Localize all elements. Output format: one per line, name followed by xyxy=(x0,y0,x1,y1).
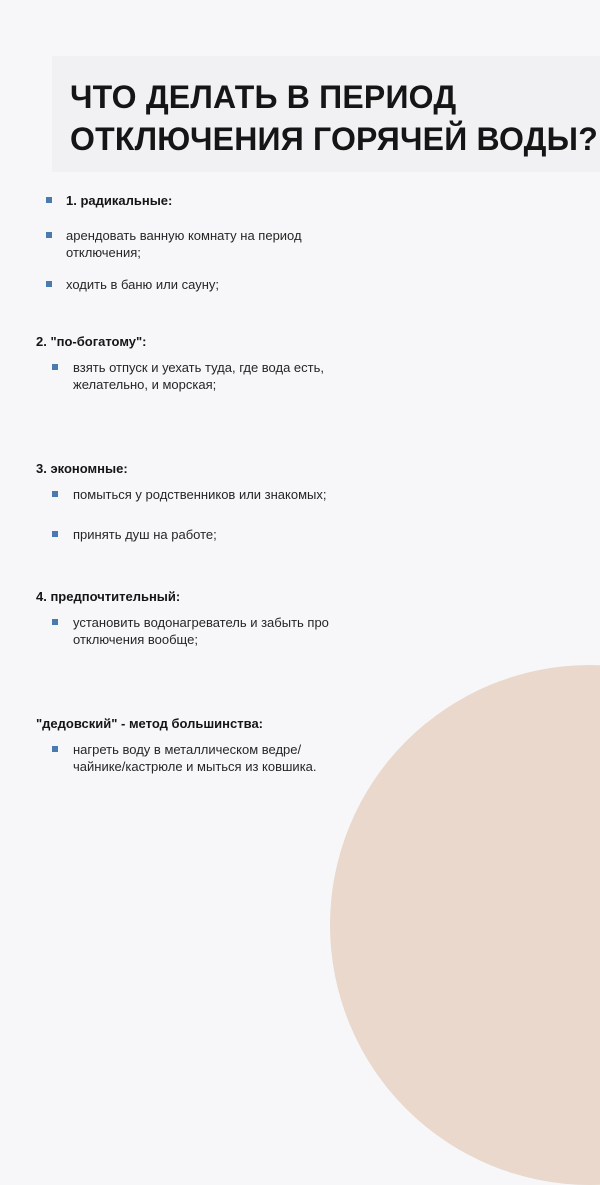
list-item-grandpa-1-line-2: чайнике/кастрюле и мыться из ковшика. xyxy=(73,759,317,774)
square-bullet-icon xyxy=(52,491,58,497)
page-title-line-1: ЧТО ДЕЛАТЬ В ПЕРИОД xyxy=(70,79,457,115)
list-item-rich-1-line-1: взять отпуск и уехать туда, где вода есть, xyxy=(73,360,324,375)
list-item-rich-1-line-2: желательно, и морская; xyxy=(73,377,217,392)
square-bullet-icon xyxy=(52,364,58,370)
page-title-line-2: ОТКЛЮЧЕНИЯ ГОРЯЧЕЙ ВОДЫ? xyxy=(70,121,598,157)
list-item-preferred-1-line-1: установить водонагреватель и забыть про xyxy=(73,615,329,630)
list-item-radical-1-line-1: арендовать ванную комнату на период xyxy=(66,228,302,243)
list-item-radical-2: ходить в баню или сауну; xyxy=(66,277,220,292)
list-item-grandpa-1-line-1: нагреть воду в металлическом ведре/ xyxy=(73,742,302,757)
list-item-radical-1-line-2: отключения; xyxy=(66,245,141,260)
list-item-economy-2: принять душ на работе; xyxy=(73,527,217,542)
section-heading-economy: 3. экономные: xyxy=(36,461,128,476)
section-heading-preferred: 4. предпочтительный: xyxy=(36,589,181,604)
square-bullet-icon xyxy=(52,619,58,625)
list-item-economy-1: помыться у родственников или знакомых; xyxy=(73,487,327,502)
square-bullet-icon xyxy=(52,746,58,752)
square-bullet-icon xyxy=(52,531,58,537)
square-bullet-icon xyxy=(46,232,52,238)
list-item-preferred-1-line-2: отключения вообще; xyxy=(73,632,198,647)
square-bullet-icon xyxy=(46,197,52,203)
section-heading-rich: 2. "по-богатому": xyxy=(36,334,147,349)
section-heading-grandpa: "дедовский" - метод большинства: xyxy=(36,716,263,731)
square-bullet-icon xyxy=(46,281,52,287)
section-heading-radical: 1. радикальные: xyxy=(66,193,173,208)
